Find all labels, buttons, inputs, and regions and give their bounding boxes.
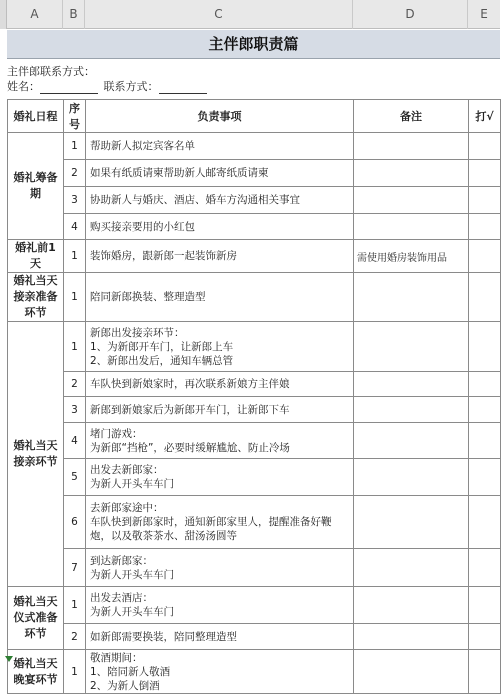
header-schedule[interactable]: 婚礼日程 bbox=[8, 100, 64, 133]
note-cell[interactable] bbox=[354, 650, 469, 694]
name-label: 姓名： bbox=[7, 80, 40, 93]
row-number[interactable]: 1 bbox=[64, 273, 86, 322]
name-blank bbox=[40, 82, 98, 94]
note-cell[interactable] bbox=[354, 273, 469, 322]
duties-table bbox=[7, 99, 501, 694]
header-task[interactable]: 负责事项 bbox=[86, 100, 354, 133]
note-cell[interactable] bbox=[354, 397, 469, 423]
row-number[interactable]: 3 bbox=[64, 187, 86, 214]
check-cell[interactable] bbox=[469, 459, 501, 496]
note-cell[interactable] bbox=[354, 624, 469, 650]
note-cell[interactable] bbox=[354, 423, 469, 459]
row-number[interactable]: 6 bbox=[64, 496, 86, 549]
row-number[interactable]: 1 bbox=[64, 240, 86, 273]
note-cell[interactable] bbox=[354, 459, 469, 496]
task-cell[interactable]: 到达新郎家： 为新人开头车车门 bbox=[86, 549, 354, 587]
task-cell[interactable]: 购买接亲要用的小红包 bbox=[86, 214, 354, 240]
contact-blank bbox=[159, 82, 207, 94]
stage-day-before[interactable]: 婚礼前1天 bbox=[8, 240, 64, 273]
task-cell[interactable]: 协助新人与婚庆、酒店、婚车方沟通相关事宜 bbox=[86, 187, 354, 214]
task-cell[interactable]: 新郎出发接亲环节： 1、为新郎开车门，让新郎上车 2、新郎出发后，通知车辆总管 bbox=[86, 322, 354, 372]
task-cell[interactable]: 如果有纸质请柬帮助新人邮寄纸质请柬 bbox=[86, 160, 354, 187]
contact-phone-label: 联系方式： bbox=[103, 80, 159, 93]
check-cell[interactable] bbox=[469, 397, 501, 423]
check-cell[interactable] bbox=[469, 273, 501, 322]
note-cell[interactable] bbox=[354, 160, 469, 187]
table-row bbox=[8, 549, 501, 587]
column-header-e[interactable]: E bbox=[480, 7, 488, 21]
task-cell[interactable]: 陪同新郎换装、整理造型 bbox=[86, 273, 354, 322]
row-number[interactable]: 4 bbox=[64, 214, 86, 240]
table-row bbox=[8, 587, 501, 624]
task-cell[interactable]: 堵门游戏： 为新郎“挡枪”，必要时缓解尴尬、防止冷场 bbox=[86, 423, 354, 459]
note-cell[interactable] bbox=[354, 187, 469, 214]
column-header-c[interactable]: C bbox=[85, 0, 353, 29]
table-row bbox=[8, 397, 501, 423]
table-row bbox=[8, 423, 501, 459]
check-cell[interactable] bbox=[469, 187, 501, 214]
row-number[interactable]: 2 bbox=[64, 372, 86, 397]
table-row bbox=[8, 496, 501, 549]
stage-preparation[interactable]: 婚礼筹备期 bbox=[8, 133, 64, 240]
note-cell[interactable] bbox=[354, 587, 469, 624]
table-row bbox=[8, 160, 501, 187]
row-number[interactable]: 3 bbox=[64, 397, 86, 423]
check-cell[interactable] bbox=[469, 240, 501, 273]
sheet-title[interactable]: 主伴郎职责篇 bbox=[7, 30, 500, 59]
select-all-corner[interactable] bbox=[0, 0, 7, 29]
row-resize-marker bbox=[5, 656, 13, 662]
header-number[interactable]: 序号 bbox=[64, 100, 86, 133]
row-number[interactable]: 5 bbox=[64, 459, 86, 496]
note-cell[interactable] bbox=[354, 133, 469, 160]
note-cell[interactable] bbox=[354, 496, 469, 549]
row-number[interactable]: 1 bbox=[64, 133, 86, 160]
task-cell[interactable]: 新郎到新娘家后为新郎开车门，让新郎下车 bbox=[86, 397, 354, 423]
task-cell[interactable]: 如新郎需要换装，陪同整理造型 bbox=[86, 624, 354, 650]
row-number[interactable]: 4 bbox=[64, 423, 86, 459]
table-row bbox=[8, 240, 501, 273]
check-cell[interactable] bbox=[469, 214, 501, 240]
task-cell[interactable]: 出发去酒店： 为新人开头车车门 bbox=[86, 587, 354, 624]
stage-pickup-prep[interactable]: 婚礼当天接亲准备环节 bbox=[8, 273, 64, 322]
contact-fields-cell[interactable] bbox=[7, 78, 207, 94]
column-header-b[interactable]: B bbox=[63, 0, 85, 29]
task-cell[interactable]: 装饰婚房，跟新郎一起装饰新房 bbox=[86, 240, 354, 273]
check-cell[interactable] bbox=[469, 624, 501, 650]
check-cell[interactable] bbox=[469, 322, 501, 372]
check-cell[interactable] bbox=[469, 587, 501, 624]
column-header-a[interactable]: A bbox=[7, 0, 63, 29]
check-cell[interactable] bbox=[469, 133, 501, 160]
table-row bbox=[8, 650, 501, 694]
table-row bbox=[8, 372, 501, 397]
task-cell[interactable]: 敬酒期间： 1、陪同新人敬酒 2、为新人倒酒 bbox=[86, 650, 354, 694]
stage-banquet[interactable]: 婚礼当天晚宴环节 bbox=[8, 650, 64, 694]
check-cell[interactable] bbox=[469, 549, 501, 587]
stage-ceremony-prep[interactable]: 婚礼当天仪式准备环节 bbox=[8, 587, 64, 650]
task-cell[interactable]: 帮助新人拟定宾客名单 bbox=[86, 133, 354, 160]
task-cell[interactable]: 去新郎家途中： 车队快到新郎家时，通知新郎家里人，提醒准备好鞭 炮，以及敬茶茶水、甜汤汤圆等 bbox=[86, 496, 354, 549]
note-cell[interactable] bbox=[354, 214, 469, 240]
row-number[interactable]: 2 bbox=[64, 160, 86, 187]
task-cell[interactable]: 车队快到新娘家时，再次联系新娘方主伴娘 bbox=[86, 372, 354, 397]
row-number[interactable]: 7 bbox=[64, 549, 86, 587]
row-number[interactable]: 1 bbox=[64, 322, 86, 372]
row-number[interactable]: 1 bbox=[64, 587, 86, 624]
table-row bbox=[8, 273, 501, 322]
check-cell[interactable] bbox=[469, 496, 501, 549]
note-cell[interactable] bbox=[354, 322, 469, 372]
header-check[interactable]: 打√ bbox=[469, 100, 501, 133]
header-note[interactable]: 备注 bbox=[354, 100, 469, 133]
check-cell[interactable] bbox=[469, 423, 501, 459]
check-cell[interactable] bbox=[469, 650, 501, 694]
row-number[interactable]: 2 bbox=[64, 624, 86, 650]
contact-label-cell[interactable] bbox=[7, 63, 95, 79]
check-cell[interactable] bbox=[469, 160, 501, 187]
table-row bbox=[8, 624, 501, 650]
table-row bbox=[8, 322, 501, 372]
column-header-d[interactable]: D bbox=[353, 0, 468, 29]
note-cell[interactable] bbox=[354, 549, 469, 587]
row-number[interactable]: 1 bbox=[64, 650, 86, 694]
table-row bbox=[8, 133, 501, 160]
table-header-row bbox=[8, 100, 501, 133]
table-row bbox=[8, 214, 501, 240]
note-cell[interactable]: 需使用婚房装饰用品 bbox=[354, 240, 469, 273]
table-row bbox=[8, 459, 501, 496]
task-cell[interactable]: 出发去新郎家： 为新人开头车车门 bbox=[86, 459, 354, 496]
stage-pickup[interactable]: 婚礼当天接亲环节 bbox=[8, 322, 64, 587]
check-cell[interactable] bbox=[469, 372, 501, 397]
contact-label: 主伴郎联系方式： bbox=[7, 65, 95, 78]
note-cell[interactable] bbox=[354, 372, 469, 397]
table-row bbox=[8, 187, 501, 214]
